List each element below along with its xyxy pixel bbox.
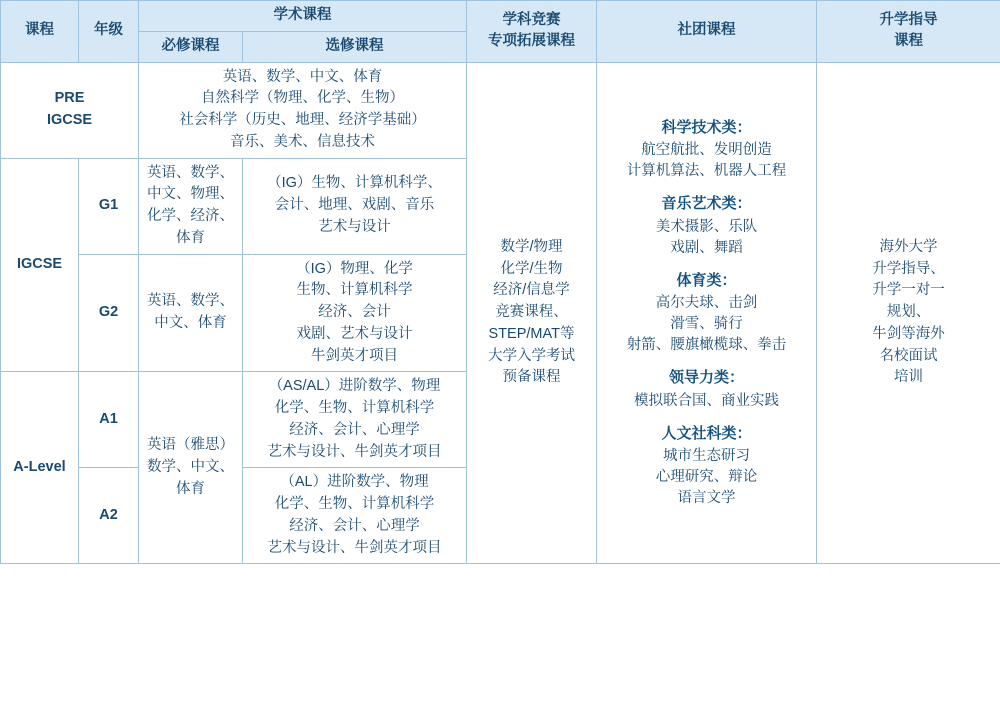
igcse-g1-elective-line-2: 会计、地理、戏剧、音乐 (274, 197, 435, 214)
igcse-g2-elective-line-2: 生物、计算机科学 (296, 282, 413, 299)
header-guidance-line-2: 课程 (894, 33, 923, 50)
alevel-a1-elective-line-4: 艺术与设计、牛剑英才项目 (267, 443, 442, 460)
guidance-line-4: 规划、 (886, 304, 931, 320)
competition-line-7: 预备课程 (502, 369, 561, 386)
alevel-a2-elective-line-3: 经济、会计、心理学 (289, 517, 420, 534)
club-courses (597, 62, 817, 564)
club-group-humanities (603, 423, 810, 510)
igcse-g2-elective-line-4: 戏剧、艺术与设计 (296, 325, 413, 342)
grade-g2: G2 (79, 254, 139, 372)
club-group-music-art-title: 音乐艺术类： (661, 195, 752, 213)
club-group-leadership-line-1: 模拟联合国、商业实践 (634, 392, 779, 409)
stage-a-level: A-Level (1, 372, 79, 564)
alevel-a1-elective-line-1: （AS/AL）进阶数学、物理 (268, 378, 441, 395)
competition-line-6: 大学入学考试 (488, 347, 575, 364)
club-group-music-art (603, 193, 810, 259)
header-guidance-line-1: 升学指导 (879, 11, 938, 28)
igcse-g1-required-line-4: 体育 (176, 229, 205, 246)
igcse-g2-elective-line-3: 经济、会计 (318, 304, 391, 320)
igcse-g2-elective-line-1: （IG）物理、化学 (296, 260, 413, 277)
header-competition-line-2: 专项拓展课程 (488, 33, 575, 50)
competition-line-5: STEP/MAT等 (488, 325, 575, 342)
club-group-humanities-line-2: 心理研究、辩论 (655, 469, 758, 486)
alevel-a1-elective (243, 372, 467, 468)
pre-igcse-course-line-4: 音乐、美术、信息技术 (230, 133, 375, 150)
club-group-sports-line-3: 射箭、腰旗橄榄球、拳击 (626, 337, 787, 354)
igcse-g2-required (139, 254, 243, 372)
club-group-science-line-2: 计算机算法、机器人工程 (626, 163, 787, 180)
club-group-sports (603, 270, 810, 357)
pre-igcse-course-line-2: 自然科学（物理、化学、生物） (201, 90, 404, 107)
competition-courses (467, 62, 597, 564)
club-group-sports-line-1: 高尔夫球、击剑 (655, 295, 758, 312)
pre-igcse-courses (139, 62, 467, 158)
stage-pre-igcse (1, 62, 139, 158)
guidance-line-7: 培训 (894, 369, 923, 386)
alevel-a2-elective-line-1: （AL）进阶数学、物理 (280, 474, 429, 491)
igcse-g1-elective-line-1: （IG）生物、计算机科学、 (267, 175, 442, 192)
alevel-a1-elective-line-3: 经济、会计、心理学 (289, 421, 420, 438)
header-club: 社团课程 (597, 1, 817, 63)
club-group-science-title: 科学技术类： (661, 118, 752, 136)
alevel-required-line-2: 数学、中文、 (147, 458, 234, 475)
guidance-line-5: 牛剑等海外 (872, 325, 945, 342)
header-elective: 选修课程 (243, 31, 467, 62)
club-group-leadership (603, 367, 810, 412)
club-group-humanities-title: 人文社科类： (661, 424, 752, 442)
alevel-a2-elective-line-4: 艺术与设计、牛剑英才项目 (267, 539, 442, 556)
club-group-music-art-line-2: 戏剧、舞蹈 (670, 239, 743, 256)
table-row-pre-igcse (1, 62, 1000, 158)
grade-a2: A2 (79, 468, 139, 564)
igcse-g2-elective-line-5: 牛剑英才项目 (311, 347, 398, 364)
club-group-music-art-line-1: 美术摄影、乐队 (655, 218, 758, 235)
header-competition (467, 1, 597, 63)
competition-line-3: 经济/信息学 (493, 282, 570, 299)
alevel-a2-elective (243, 468, 467, 564)
club-group-leadership-title: 领导力类： (668, 369, 744, 387)
alevel-required-line-3: 体育 (176, 480, 205, 497)
guidance-line-1: 海外大学 (879, 238, 938, 255)
stage-igcse: IGCSE (1, 158, 79, 372)
alevel-a2-elective-line-2: 化学、生物、计算机科学 (274, 496, 435, 512)
igcse-g1-required-line-3: 化学、经济、 (147, 208, 234, 224)
pre-igcse-course-line-1: 英语、数学、中文、体育 (222, 68, 383, 85)
igcse-g2-required-line-1: 英语、数学、 (147, 293, 234, 310)
header-course: 课程 (1, 1, 79, 63)
guidance-courses (817, 62, 1000, 564)
header-competition-line-1: 学科竞赛 (502, 11, 561, 28)
competition-line-1: 数学/物理 (500, 238, 563, 255)
header-academic: 学术课程 (139, 1, 467, 32)
header-required: 必修课程 (139, 31, 243, 62)
guidance-line-2: 升学指导、 (872, 260, 945, 277)
club-group-humanities-line-3: 语言文学 (677, 490, 736, 507)
competition-line-4: 竞赛课程、 (495, 304, 568, 320)
header-grade: 年级 (79, 1, 139, 63)
club-group-humanities-line-1: 城市生态研习 (663, 448, 750, 465)
alevel-required-line-1: 英语（雅思） (147, 437, 234, 454)
stage-pre-igcse-line-2: IGCSE (46, 112, 93, 128)
pre-igcse-course-line-3: 社会科学（历史、地理、经济学基础） (179, 112, 426, 128)
stage-pre-igcse-line-1: PRE (54, 90, 85, 107)
guidance-line-6: 名校面试 (879, 347, 938, 364)
igcse-g1-required-line-1: 英语、数学、 (147, 164, 234, 181)
club-group-sports-title: 体育类： (676, 271, 737, 289)
header-guidance (817, 1, 1000, 63)
igcse-g1-required-line-2: 中文、物理、 (147, 186, 234, 203)
club-group-science (603, 117, 810, 183)
club-group-science-line-1: 航空航批、发明创造 (641, 142, 772, 159)
igcse-g2-elective (243, 254, 467, 372)
alevel-required (139, 372, 243, 564)
igcse-g1-elective-line-3: 艺术与设计 (318, 218, 391, 235)
igcse-g2-required-line-2: 中文、体育 (154, 314, 227, 331)
alevel-a1-elective-line-2: 化学、生物、计算机科学 (274, 400, 435, 416)
club-group-sports-line-2: 滑雪、骑行 (670, 316, 743, 333)
grade-a1: A1 (79, 372, 139, 468)
igcse-g1-elective (243, 158, 467, 254)
table-header-row-1 (1, 1, 1000, 32)
guidance-line-3: 升学一对一 (872, 282, 945, 299)
grade-g1: G1 (79, 158, 139, 254)
competition-line-2: 化学/生物 (500, 260, 563, 277)
igcse-g1-required (139, 158, 243, 254)
